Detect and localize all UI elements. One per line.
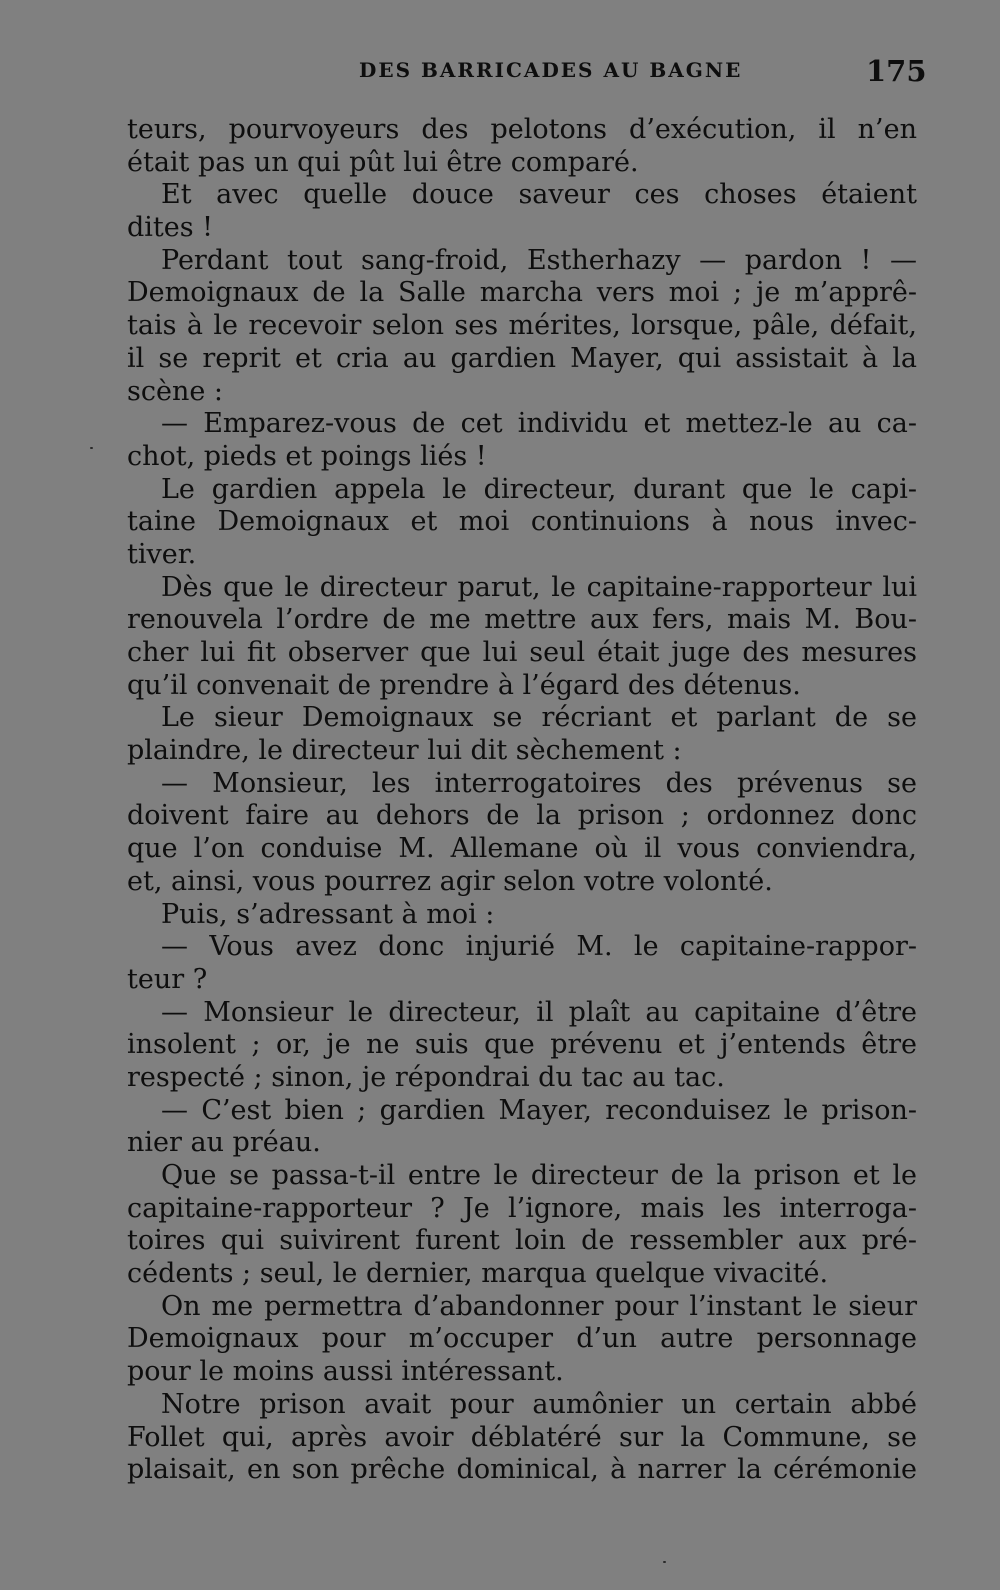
text-line: doivent faire au dehors de la prison ; ordonnez donc <box>127 800 917 832</box>
text-line: tiver. <box>127 538 197 570</box>
text-line: qu’il convenait de prendre à l’égard des détenus. <box>127 669 801 701</box>
page-header <box>0 54 1000 94</box>
text-line: teurs, pourvoyeurs des pelotons d’exécution, il n’en <box>127 114 917 145</box>
text-line: dites ! <box>127 212 214 244</box>
text-line: cher lui fit observer que lui seul était juge des mesures <box>127 637 917 668</box>
text-line: taine Demoignaux et moi continuions à nous invec- <box>127 506 917 538</box>
page-number: 175 <box>866 54 927 88</box>
text-line: Demoignaux pour m’occuper d’un autre personnage <box>127 1323 917 1355</box>
text-line: Follet qui, après avoir déblatéré sur la Commune, se <box>127 1421 917 1453</box>
text-line: — Vous avez donc injurié M. le capitaine-rappor- <box>161 931 917 963</box>
text-line: Que se passa-t-il entre le directeur de la prison et le <box>161 1160 917 1191</box>
text-line: Puis, s’adressant à moi : <box>161 898 495 930</box>
text-line: Le gardien appela le directeur, durant que le capi- <box>161 473 917 505</box>
text-line: toires qui suivirent furent loin de ressembler aux pré- <box>127 1225 917 1257</box>
text-line: il se reprit et cria au gardien Mayer, qui assistait à la <box>127 342 917 374</box>
text-line: plaindre, le directeur lui dit sèchement : <box>127 735 682 767</box>
running-title: DES BARRICADES AU BAGNE <box>359 58 743 82</box>
text-line: — Emparez-vous de cet individu et mettez-le au ca- <box>161 408 917 440</box>
text-line: et, ainsi, vous pourrez agir selon votre volonté. <box>127 865 773 897</box>
text-line: cédents ; seul, le dernier, marqua quelque vivacité. <box>127 1258 829 1290</box>
text-line: respecté ; sinon, je répondrai du tac au tac. <box>127 1061 725 1093</box>
text-line: pour le moins aussi intéressant. <box>127 1356 564 1388</box>
text-line: On me permettra d’abandonner pour l’instant le sieur <box>161 1290 917 1322</box>
text-line: — C’est bien ; gardien Mayer, reconduisez le prison- <box>161 1094 917 1126</box>
text-line: Et avec quelle douce saveur ces choses étaient <box>161 179 917 211</box>
text-line: chot, pieds et poings liés ! <box>127 440 487 472</box>
text-line: Perdant tout sang-froid, Estherhazy — pardon ! — <box>161 244 917 276</box>
text-line: — Monsieur le directeur, il plaît au capitaine d’être <box>161 996 917 1028</box>
text-line: renouvela l’ordre de me mettre aux fers, mais M. Bou- <box>127 604 917 636</box>
body-text <box>127 114 917 1487</box>
text-line: insolent ; or, je ne suis que prévenu et j’entends être <box>127 1029 917 1061</box>
text-line: Dès que le directeur parut, le capitaine-rapporteur lui <box>161 571 917 603</box>
text-line: — Monsieur, les interrogatoires des prévenus se <box>161 767 917 799</box>
text-line: Notre prison avait pour aumônier un certain abbé <box>161 1388 917 1420</box>
text-line: nier au préau. <box>127 1127 321 1159</box>
text-line: que l’on conduise M. Allemane où il vous conviendra, <box>127 833 917 865</box>
text-line: Le sieur Demoignaux se récriant et parlant de se <box>161 702 917 734</box>
text-line: tais à le recevoir selon ses mérites, lorsque, pâle, défait, <box>127 310 917 342</box>
text-line: Demoignaux de la Salle marcha vers moi ; je m’apprê- <box>127 277 917 309</box>
text-line: scène : <box>127 375 224 407</box>
text-line: capitaine-rapporteur ? Je l’ignore, mais les interroga- <box>127 1192 917 1224</box>
scan-speck <box>663 1561 666 1563</box>
text-line: plaisait, en son prêche dominical, à narrer la cérémonie <box>127 1454 917 1486</box>
text-line: teur ? <box>127 963 208 995</box>
text-line: était pas un qui pût lui être comparé. <box>127 146 639 178</box>
scan-speck <box>90 447 93 449</box>
